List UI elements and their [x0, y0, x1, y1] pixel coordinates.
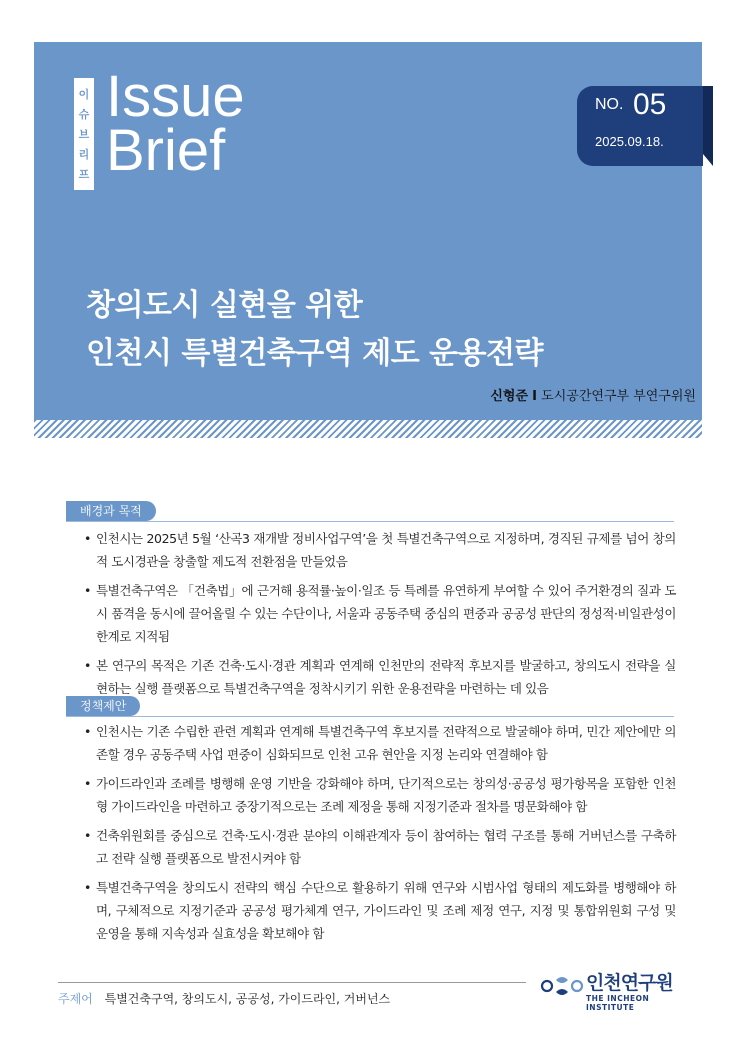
keywords-line: [58, 990, 390, 1007]
author-separator: I: [532, 389, 538, 404]
institute-subtitle: THE INCHEON INSTITUTE: [586, 994, 650, 1012]
issue-number-value: 05: [633, 88, 667, 121]
author-line: [490, 385, 696, 404]
keywords-value: 특별건축구역, 창의도시, 공공성, 가이드라인, 거버넌스: [104, 992, 391, 1006]
title-line-1: 창의도시 실현을 위한: [86, 288, 363, 323]
brand-line-brief: Brief: [106, 118, 226, 183]
series-char: 이: [78, 87, 90, 101]
series-char: 리: [78, 147, 90, 161]
bullet-item: • 인천시는 기존 수립한 관련 계획과 연계해 특별건축구역 후보지를 전략적으로 발굴해야 하며, 민간 제안에만 의존할 경우 공동주택 사업 편중이 심화되므로 인천 고유 현안을 지정 논리와 연결해야 함: [84, 720, 676, 766]
cover-stripe-pattern: [34, 420, 702, 438]
issue-date: 2025.09.18.: [595, 134, 664, 149]
brand-line-issue: Issue: [106, 64, 245, 129]
bullet-item: • 인천시는 2025년 5월 ‘산곡3 재개발 정비사업구역’을 첫 특별건축구역으로 지정하며, 경직된 규제를 넘어 창의적 도시경관을 창출할 제도적 전환점을 만들었음: [84, 527, 676, 573]
bullet-item: • 건축위원회를 중심으로 건축·도시·경관 분야의 이해관계자 등이 참여하는 협력 구조를 통해 거버넌스를 구축하고 전략 실행 플랫폼으로 발전시켜야 함: [84, 824, 676, 870]
series-char: 브: [78, 127, 90, 141]
section-tag-background: 배경과 목적: [66, 501, 156, 521]
institute-name: 인천연구원: [586, 972, 673, 994]
series-char: 슈: [78, 107, 90, 121]
series-vertical-label: [74, 78, 94, 190]
issue-brief-logotype: [106, 64, 245, 183]
footer-divider: [58, 982, 526, 983]
keywords-label: 주제어: [58, 992, 93, 1006]
section-divider: [66, 716, 674, 717]
institute-emblem-icon: [540, 966, 584, 1006]
bullet-item: • 특별건축구역을 창의도시 전략의 핵심 수단으로 활용하기 위해 연구와 시범사업 형태의 제도화를 병행해야 하며, 구체적으로 지정기준과 공공성 평가체계 연구, 가이드라인 및 조례 제정 연구, 지정 및 통합위원회 구성 및 운영을 통해 지속성과 실효성을 확보해야 함: [84, 876, 676, 945]
author-affiliation: 도시공간연구부 부연구위원: [541, 389, 696, 404]
issue-number-tab: [577, 86, 703, 166]
series-char: 프: [78, 167, 90, 181]
page-title: [86, 282, 543, 378]
section-divider: [66, 521, 674, 522]
bullet-item: • 특별건축구역은 「건축법」에 근거해 용적률·높이·일조 등 특례를 유연하게 부여할 수 있어 주거환경의 질과 도시 품격을 동시에 끌어올릴 수 있는 수단이나, 서울과 공동주택 중심의 편중과 공공성 판단의 정성적·비일관성이 한계로 지적됨: [84, 579, 676, 648]
background-bullet-list: [84, 527, 676, 706]
issue-number-label: NO.: [595, 96, 624, 113]
bullet-item: • 본 연구의 목적은 기존 건축·도시·경관 계획과 연계해 인천만의 전략적 후보지를 발굴하고, 창의도시 전략을 실현하는 실행 플랫폼으로 특별건축구역을 정착시키기 위한 운용전략을 마련하는 데 있음: [84, 654, 676, 700]
bullet-item: • 가이드라인과 조례를 병행해 운영 기반을 강화해야 하며, 단기적으로는 창의성·공공성 평가항목을 포함한 인천형 가이드라인을 마련하고 중장기적으로는 조례 제정을 통해 지정기준과 절차를 명문화해야 함: [84, 772, 676, 818]
title-line-2: 인천시 특별건축구역 제도 운용전략: [86, 336, 544, 371]
author-name: 신형준: [490, 389, 529, 404]
section-tag-policy: 정책제안: [66, 696, 140, 716]
incheon-institute-logo: [540, 966, 690, 1014]
issue-tab-fold: [703, 86, 713, 166]
policy-bullet-list: [84, 720, 676, 951]
